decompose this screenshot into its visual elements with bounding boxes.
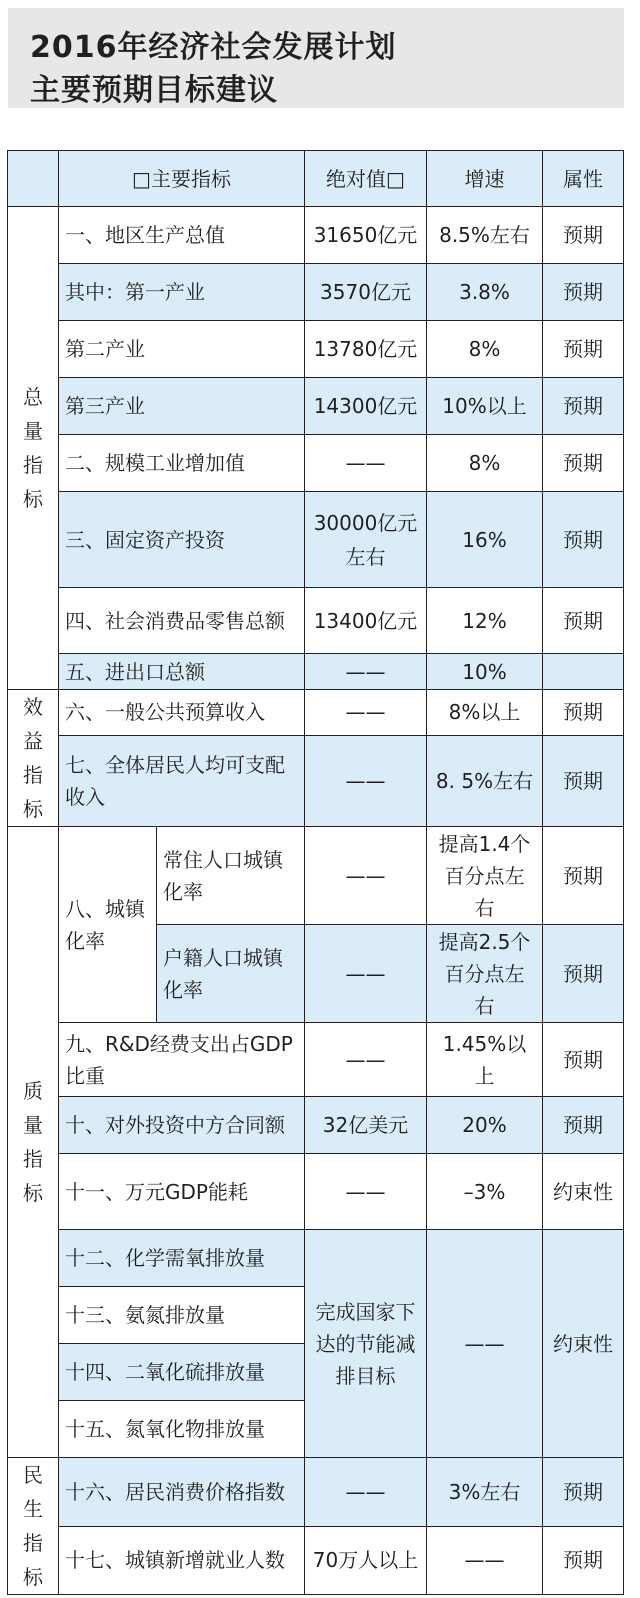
attribute-value: 预期	[543, 735, 624, 826]
absolute-value: ——	[305, 1458, 427, 1527]
growth-value: 20%	[427, 1097, 543, 1154]
table-row	[8, 1458, 624, 1527]
attribute-value: 预期	[543, 492, 624, 588]
category-quality: 质量 指标	[8, 827, 59, 1458]
growth-value: 8%	[427, 435, 543, 492]
indicator-name: 十一、万元GDP能耗	[59, 1154, 305, 1230]
indicator-name: 十五、氮氧化物排放量	[59, 1401, 305, 1458]
growth-value: 12%	[427, 588, 543, 654]
table-row	[8, 492, 624, 588]
attribute-value: 预期	[543, 827, 624, 925]
attribute-value: 预期	[543, 435, 624, 492]
absolute-value: 14300亿元	[305, 378, 427, 435]
absolute-value: ——	[305, 1154, 427, 1230]
attribute-value: 预期	[543, 207, 624, 264]
table-row	[8, 1097, 624, 1154]
header-indicator: □主要指标	[59, 151, 305, 207]
header-absolute: 绝对值□	[305, 151, 427, 207]
attribute-value: 预期	[543, 1458, 624, 1527]
table-row	[8, 735, 624, 826]
absolute-value: ——	[305, 735, 427, 826]
table-row	[8, 654, 624, 690]
growth-value: 1.45%以 上	[427, 1023, 543, 1097]
absolute-value: ——	[305, 925, 427, 1023]
title-banner	[8, 8, 624, 108]
attribute-value	[543, 654, 624, 690]
table-row	[8, 1154, 624, 1230]
indicator-name: 九、R&D经费支出占GDP比重	[59, 1023, 305, 1097]
absolute-value: ——	[305, 827, 427, 925]
indicator-name: 其中：第一产业	[59, 264, 305, 321]
attribute-value: 约束性	[543, 1154, 624, 1230]
page-title: 2016年经济社会发展计划	[30, 30, 397, 65]
indicator-name: 五、进出口总额	[59, 654, 305, 690]
growth-value: 8%以上	[427, 690, 543, 736]
attribute-value: 预期	[543, 1023, 624, 1097]
table-row	[8, 321, 624, 378]
growth-value: 8. 5%左右	[427, 735, 543, 826]
emissions-attribute-value: 约束性	[543, 1230, 624, 1458]
indicator-name: 四、社会消费品零售总额	[59, 588, 305, 654]
absolute-value: 31650亿元	[305, 207, 427, 264]
header-attribute: 属性	[543, 151, 624, 207]
table-row	[8, 1023, 624, 1097]
indicator-name: 十、对外投资中方合同额	[59, 1097, 305, 1154]
table-row	[8, 264, 624, 321]
growth-value: 3%左右	[427, 1458, 543, 1527]
growth-value: 提高2.5个 百分点左 右	[427, 925, 543, 1023]
growth-value: 8.5%左右	[427, 207, 543, 264]
growth-value: 8%	[427, 321, 543, 378]
attribute-value: 预期	[543, 925, 624, 1023]
growth-value: 16%	[427, 492, 543, 588]
absolute-value: ——	[305, 654, 427, 690]
indicator-name: 十七、城镇新增就业人数	[59, 1526, 305, 1595]
table-row	[8, 207, 624, 264]
absolute-value: 30000亿元 左右	[305, 492, 427, 588]
indicator-name: 八、城镇化率	[59, 827, 157, 1023]
table-row	[8, 1230, 624, 1287]
emissions-absolute-value: 完成国家下 达的节能减 排目标	[305, 1230, 427, 1458]
indicator-name: 二、规模工业增加值	[59, 435, 305, 492]
category-total: 总量 指标	[8, 207, 59, 690]
attribute-value: 预期	[543, 264, 624, 321]
indicator-name: 十三、氨氮排放量	[59, 1287, 305, 1344]
emissions-growth-value: ——	[427, 1230, 543, 1458]
absolute-value: 32亿美元	[305, 1097, 427, 1154]
absolute-value: 13400亿元	[305, 588, 427, 654]
page-subtitle: 主要预期目标建议	[30, 73, 278, 108]
attribute-value: 预期	[543, 1097, 624, 1154]
indicator-name: 一、地区生产总值	[59, 207, 305, 264]
absolute-value: 3570亿元	[305, 264, 427, 321]
absolute-value: 70万人以上	[305, 1526, 427, 1595]
absolute-value: ——	[305, 690, 427, 736]
table-row	[8, 588, 624, 654]
attribute-value: 预期	[543, 690, 624, 736]
attribute-value: 预期	[543, 588, 624, 654]
table-row	[8, 435, 624, 492]
sub-indicator-name: 常住人口城镇化率	[157, 827, 305, 925]
growth-value: 3.8%	[427, 264, 543, 321]
indicator-name: 七、全体居民人均可支配收入	[59, 735, 305, 826]
growth-value: ——	[427, 1526, 543, 1595]
header-corner	[8, 151, 59, 207]
indicator-name: 十二、化学需氧排放量	[59, 1230, 305, 1287]
growth-value: –3%	[427, 1154, 543, 1230]
indicator-name: 十六、居民消费价格指数	[59, 1458, 305, 1527]
indicator-name: 三、固定资产投资	[59, 492, 305, 588]
indicator-name: 六、一般公共预算收入	[59, 690, 305, 736]
absolute-value: ——	[305, 1023, 427, 1097]
attribute-value: 预期	[543, 378, 624, 435]
indicator-name: 第三产业	[59, 378, 305, 435]
growth-value: 10%	[427, 654, 543, 690]
header-growth: 增速	[427, 151, 543, 207]
growth-value: 10%以上	[427, 378, 543, 435]
category-benefit: 效益 指标	[8, 690, 59, 827]
indicator-name: 十四、二氧化硫排放量	[59, 1344, 305, 1401]
sub-indicator-name: 户籍人口城镇化率	[157, 925, 305, 1023]
table-row	[8, 827, 624, 925]
table-row	[8, 378, 624, 435]
attribute-value: 预期	[543, 1526, 624, 1595]
table-row	[8, 690, 624, 736]
absolute-value: ——	[305, 435, 427, 492]
indicator-name: 第二产业	[59, 321, 305, 378]
growth-value: 提高1.4个 百分点左 右	[427, 827, 543, 925]
table-row	[8, 1526, 624, 1595]
absolute-value: 13780亿元	[305, 321, 427, 378]
attribute-value: 预期	[543, 321, 624, 378]
table-header-row	[8, 151, 624, 207]
targets-table	[7, 150, 624, 1595]
category-livelihood: 民生 指标	[8, 1458, 59, 1595]
